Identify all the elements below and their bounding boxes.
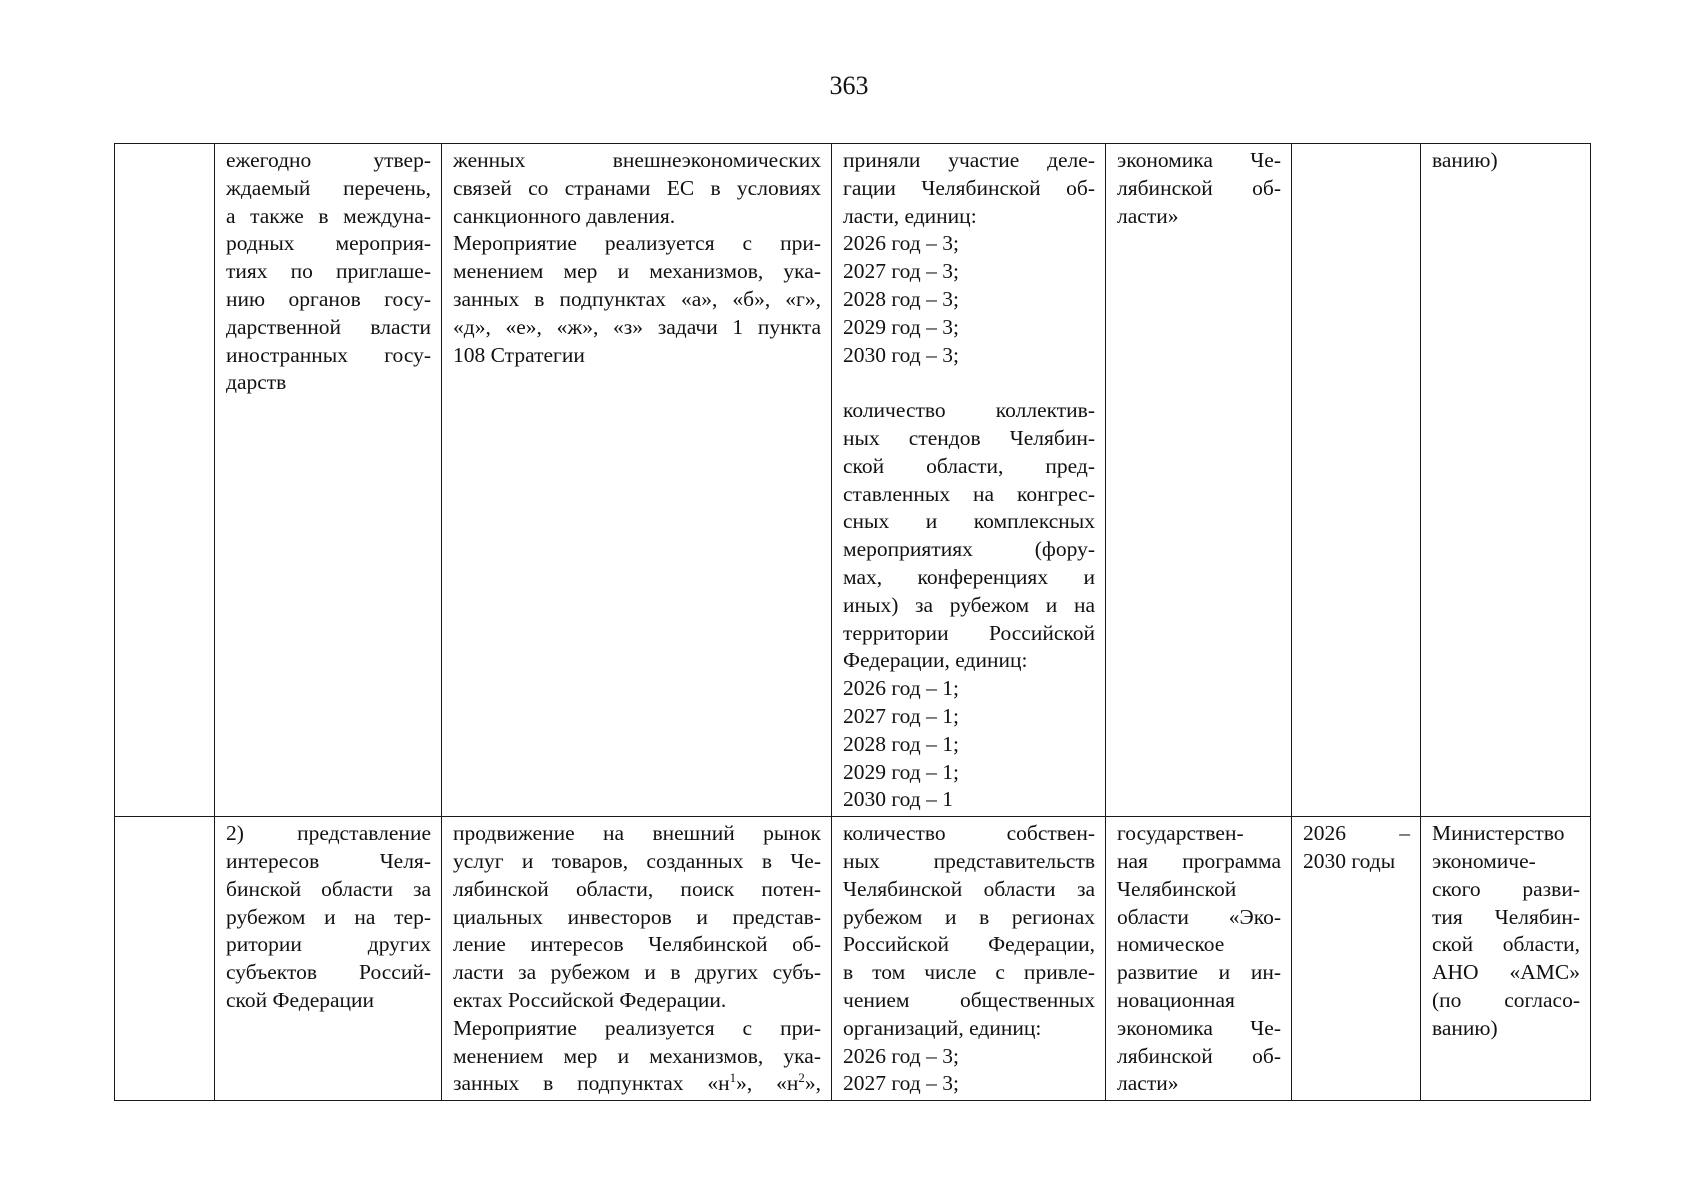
text-line: ных представительств (843, 848, 1095, 873)
text-line: ской области, пред- (843, 453, 1095, 478)
text-line: экономика Че- (1117, 148, 1281, 172)
text-line: санкционного давления. (453, 203, 676, 228)
executor-cell (1421, 817, 1591, 1101)
text-line: ской области, (1432, 932, 1580, 957)
text-line: ласти» (1117, 1071, 1179, 1096)
measures-table (114, 143, 1591, 1101)
text-line: ление интересов Челябинской об- (453, 932, 821, 957)
indicator-cell (832, 817, 1106, 1101)
text-line: 2029 год – 1; (843, 759, 959, 784)
superscript: 1 (729, 1070, 737, 1086)
text-line: 108 Стратегии (453, 342, 585, 367)
text-line: территории Российской (843, 620, 1095, 645)
text-line: экономика Че- (1117, 1015, 1281, 1040)
spacer (843, 369, 1095, 397)
text-line: Мероприятие реализуется с при- (453, 1015, 821, 1040)
text-line: Российской Федерации, (843, 932, 1095, 957)
text-line: менением мер и механизмов, ука- (453, 259, 821, 284)
page-number: 363 (829, 71, 869, 100)
text-line: 2026 год – 3; (843, 1043, 959, 1068)
text-line: области «Эко- (1117, 904, 1281, 929)
text-line: ского разви- (1432, 876, 1580, 901)
text-line: ная программа (1117, 848, 1281, 873)
text-line: дарств (226, 370, 287, 395)
text-line: ской Федерации (226, 987, 375, 1012)
superscript: 2 (798, 1070, 805, 1086)
text-line: 2026 год – 3; (843, 231, 959, 256)
text-line: (по согласо- (1432, 987, 1580, 1012)
text-line: Мероприятие реализуется с при- (453, 231, 821, 256)
text-line: 2029 год – 3; (843, 314, 959, 339)
period-cell (1292, 144, 1421, 817)
text-line: ванию) (1432, 148, 1498, 172)
text-line: 2030 годы (1303, 848, 1396, 873)
text-line: 2030 год – 1 (843, 787, 953, 812)
text-line: ванию) (1432, 1015, 1498, 1040)
text-line: циальных инвесторов и представ- (453, 904, 821, 929)
text-line: 2028 год – 1; (843, 731, 959, 756)
text-line: ных стендов Челябин- (843, 425, 1095, 450)
table-row (115, 817, 1591, 1101)
text-line: услуг и товаров, созданных в Че- (453, 848, 821, 873)
text-fragment: », «н (736, 1071, 799, 1096)
program-cell (1106, 144, 1292, 817)
text-line: 2027 год – 3; (843, 259, 959, 284)
text-line: Челябинской (1117, 876, 1237, 901)
text-line: менением мер и механизмов, ука- (453, 1043, 821, 1068)
text-line: ритории других (226, 932, 431, 957)
text-line: государствен- (1117, 821, 1244, 846)
text-line: сных и комплексных (843, 509, 1095, 534)
text-line: рубежом и в регионах (843, 904, 1095, 929)
text-line: нию органов госу- (226, 286, 431, 311)
event-cell (215, 144, 442, 817)
number-cell (115, 144, 215, 817)
text-line: АНО «АМС» (1432, 960, 1580, 985)
text-line: ласти, единиц: (843, 203, 977, 228)
text-line: тиях по приглаше- (226, 259, 431, 284)
text-line: продвижение на внешний рынок (453, 821, 821, 846)
text-line: субъектов Россий- (226, 960, 431, 985)
text-line: ставленных на конгрес- (843, 481, 1095, 506)
text-line: Федерации, единиц: (843, 648, 1028, 673)
text-line: 2026 – (1303, 821, 1410, 846)
text-line: ежегодно утвер- (226, 148, 431, 172)
text-line: номическое (1117, 932, 1225, 957)
table-row (115, 144, 1591, 817)
text-line: 2026 год – 1; (843, 676, 959, 701)
text-line: а также в междуна- (226, 203, 431, 228)
event-cell (215, 817, 442, 1101)
text-line: ектах Российской Федерации. (453, 987, 727, 1012)
period-cell (1292, 817, 1421, 1101)
text-line: занных в подпунктах «а», «б», «г», (453, 286, 821, 311)
text-line: 2030 год – 3; (843, 342, 959, 367)
text-line: организаций, единиц: (843, 1015, 1042, 1040)
text-line: 2027 год – 3; (843, 1071, 959, 1096)
text-line: экономиче- (1432, 848, 1536, 873)
program-cell (1106, 817, 1292, 1101)
text-line: родных мероприя- (226, 231, 431, 256)
text-line: ждаемый перечень, (226, 175, 431, 200)
text-line: бинской области за (226, 876, 431, 901)
description-cell (442, 144, 832, 817)
text-line: интересов Челя- (226, 848, 431, 873)
text-line: «д», «е», «ж», «з» задачи 1 пункта (453, 314, 821, 339)
number-cell (115, 817, 215, 1101)
text-line: 2) представление (226, 821, 431, 846)
text-line: иностранных госу- (226, 342, 431, 367)
text-line: развитие и ин- (1117, 960, 1281, 985)
text-line: тия Челябин- (1432, 904, 1580, 929)
text-line: приняли участие деле- (843, 148, 1095, 172)
text-line: количество коллектив- (843, 398, 1095, 423)
text-line: гации Челябинской об- (843, 175, 1095, 200)
text-line: дарственной власти (226, 314, 431, 339)
text-line (453, 1070, 821, 1098)
text-line: лябинской об- (1117, 175, 1281, 200)
indicator-cell (832, 144, 1106, 817)
text-fragment: », (804, 1071, 821, 1096)
text-line: 2027 год – 1; (843, 703, 959, 728)
text-line: женных внешнеэкономических (453, 148, 821, 172)
text-fragment: занных в подпунктах «н (453, 1071, 730, 1096)
text-line: количество собствен- (843, 821, 1095, 846)
text-line: лябинской об- (1117, 1043, 1281, 1068)
text-line: связей со странами ЕС в условиях (453, 175, 821, 200)
text-line: Министерство (1432, 821, 1565, 846)
text-line: ласти» (1117, 203, 1179, 228)
text-line: мероприятиях (фору- (843, 537, 1095, 562)
text-line: чением общественных (843, 987, 1095, 1012)
text-line: рубежом и на тер- (226, 904, 431, 929)
executor-cell (1421, 144, 1591, 817)
text-line: новационная (1117, 987, 1235, 1012)
text-line: 2028 год – 3; (843, 286, 959, 311)
text-line: иных) за рубежом и на (843, 592, 1095, 617)
text-line: Челябинской области за (843, 876, 1095, 901)
text-line: мах, конференциях и (843, 564, 1095, 589)
description-cell (442, 817, 832, 1101)
text-line: в том числе с привле- (843, 960, 1095, 985)
text-line: ласти за рубежом и в других субъ- (453, 960, 821, 985)
text-line: лябинской области, поиск потен- (453, 876, 821, 901)
